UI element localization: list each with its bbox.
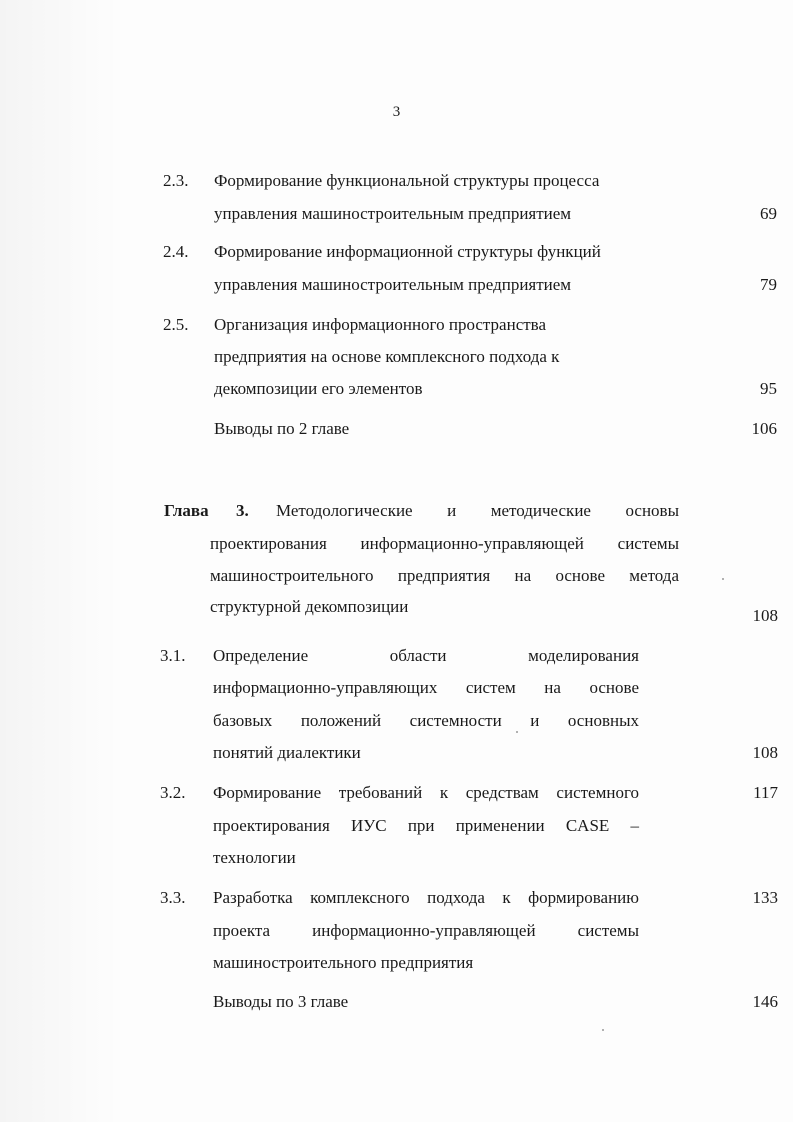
toc-entry-title-line: Организация информационного пространства <box>214 315 547 334</box>
toc-entry-number: 3.1. <box>160 646 186 665</box>
scan-speck <box>722 578 724 580</box>
toc-entry-number: 3.2. <box>160 783 186 802</box>
toc-entry-title-line: машиностроительного предприятия <box>213 953 474 972</box>
toc-entry-title-line: Формирование требований к средствам системного <box>213 783 639 802</box>
toc-entry-title-line: проекта информационно-управляющей системы <box>213 921 639 940</box>
toc-entry-title-line: предприятия на основе комплексного подхода к <box>214 347 560 366</box>
toc-entry-title-line: декомпозиции его элементов <box>214 379 423 398</box>
scan-speck <box>602 1029 604 1031</box>
toc-entry-title-line: Разработка комплексного подхода к формированию <box>213 888 639 907</box>
toc-entry-number: 2.3. <box>163 171 189 190</box>
toc-entry-title-line: структурной декомпозиции <box>210 597 409 616</box>
toc-entry-title-line: Определение области моделирования <box>213 646 639 665</box>
toc-entry-page: 108 <box>752 743 778 762</box>
toc-entry-page: 133 <box>752 888 778 907</box>
page-number: 3 <box>392 104 401 120</box>
toc-entry-page: 79 <box>760 275 777 294</box>
toc-entry-title-line: понятий диалектики <box>213 743 361 762</box>
toc-entry-page: 69 <box>760 204 777 223</box>
toc-entry-page: 146 <box>752 992 778 1011</box>
toc-entry-title-line: Формирование функциональной структуры процесса <box>214 171 600 190</box>
toc-entry-title-line: Выводы по 2 главе <box>214 419 350 438</box>
scan-speck <box>516 731 518 733</box>
toc-entry-title-line: информационно-управляющих систем на основе <box>213 678 639 697</box>
toc-entry-number: 2.4. <box>163 242 189 261</box>
toc-entry-title-line: технологии <box>213 848 296 867</box>
toc-entry-title-line: машиностроительного предприятия на основе метода <box>210 566 679 585</box>
chapter-number: 3. <box>236 501 249 520</box>
toc-entry-title-line: Выводы по 3 главе <box>213 992 349 1011</box>
toc-entry-page: 95 <box>760 379 777 398</box>
toc-entry-title-line: Формирование информационной структуры функций <box>214 242 601 261</box>
toc-entry-title-line: базовых положений системности и основных <box>213 711 639 730</box>
toc-entry-title-line: управления машиностроительным предприятием <box>214 204 572 223</box>
toc-entry-title-line: Методологические и методические основы <box>276 501 679 520</box>
toc-entry-page: 106 <box>751 419 777 438</box>
toc-entry-title-line: проектирования ИУС при применении CASE – <box>213 816 639 835</box>
toc-entry-page: 108 <box>752 606 778 625</box>
toc-entry-page: 117 <box>753 783 778 802</box>
toc-entry-title-line: проектирования информационно-управляющей системы <box>210 534 679 553</box>
scan-shadow <box>0 0 120 1122</box>
toc-entry-number: 3.3. <box>160 888 186 907</box>
chapter-label: Глава <box>164 501 209 520</box>
toc-entry-number: 2.5. <box>163 315 189 334</box>
toc-entry-title-line: управления машиностроительным предприятием <box>214 275 572 294</box>
